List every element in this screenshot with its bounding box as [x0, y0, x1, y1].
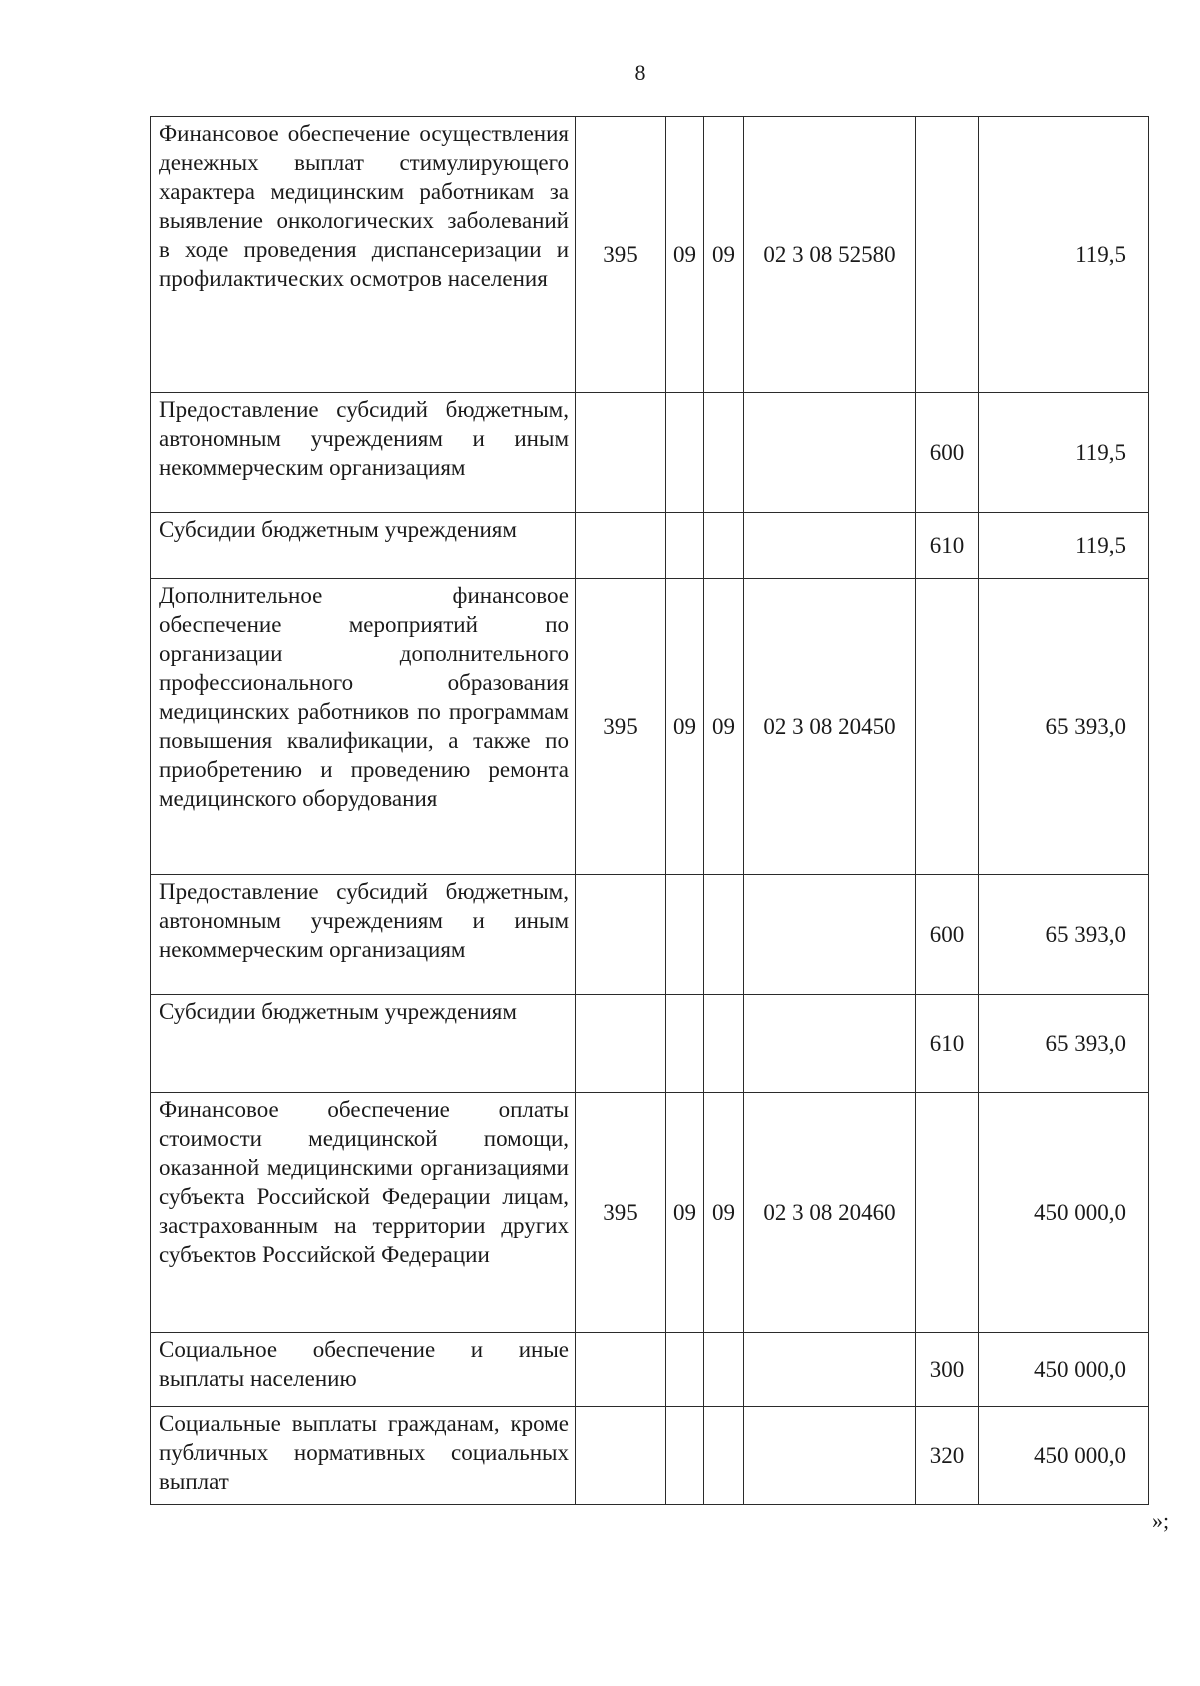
row-description: Финансовое обеспечение осуществления денежных выплат стимулирующего характера медицинским работникам за выявление онкологических заболеваний в ходе проведения диспансеризации и профилактических осмотров населения: [151, 117, 576, 393]
row-target-article-code: 02 3 08 20460: [744, 1093, 916, 1333]
row-description: Финансовое обеспечение оплаты стоимости медицинской помощи, оказанной медицинскими организациями субъекта Российской Федерации лицам, застрахованным на территории других субъектов Российской Федерации: [151, 1093, 576, 1333]
row-subsection-code: [704, 393, 744, 513]
row-description: Социальные выплаты гражданам, кроме публичных нормативных социальных выплат: [151, 1407, 576, 1505]
budget-table: [150, 116, 1149, 1505]
row-grbs-code: 395: [576, 117, 666, 393]
row-grbs-code: [576, 875, 666, 995]
row-expense-type-code: [916, 579, 979, 875]
row-section-code: 09: [666, 579, 704, 875]
row-expense-type-code: [916, 117, 979, 393]
row-description: Дополнительное финансовое обеспечение мероприятий по организации дополнительного профессионального образования медицинских работников по программам повышения квалификации, а также по приобретению и проведению ремонта медицинского оборудования: [151, 579, 576, 875]
row-section-code: [666, 995, 704, 1093]
table-row: [151, 1093, 1149, 1333]
table-row: [151, 579, 1149, 875]
row-description: Предоставление субсидий бюджетным, автономным учреждениям и иным некоммерческим организациям: [151, 875, 576, 995]
table-row: [151, 117, 1149, 393]
row-expense-type-code: 320: [916, 1407, 979, 1505]
row-amount: 65 393,0: [979, 875, 1149, 995]
row-amount: 119,5: [979, 513, 1149, 579]
row-target-article-code: [744, 393, 916, 513]
row-subsection-code: [704, 1333, 744, 1407]
row-expense-type-code: 300: [916, 1333, 979, 1407]
row-section-code: [666, 1407, 704, 1505]
table-row: [151, 1333, 1149, 1407]
row-description: Субсидии бюджетным учреждениям: [151, 995, 576, 1093]
row-grbs-code: [576, 393, 666, 513]
row-expense-type-code: 610: [916, 995, 979, 1093]
row-description: Предоставление субсидий бюджетным, автономным учреждениям и иным некоммерческим организациям: [151, 393, 576, 513]
table-row: [151, 1407, 1149, 1505]
row-description: Субсидии бюджетным учреждениям: [151, 513, 576, 579]
row-amount: 119,5: [979, 393, 1149, 513]
row-grbs-code: [576, 1333, 666, 1407]
row-expense-type-code: 600: [916, 875, 979, 995]
closing-quote-mark: »;: [1152, 1508, 1170, 1533]
row-target-article-code: [744, 875, 916, 995]
row-amount: 450 000,0: [979, 1407, 1149, 1505]
row-grbs-code: 395: [576, 579, 666, 875]
row-target-article-code: 02 3 08 20450: [744, 579, 916, 875]
row-expense-type-code: 600: [916, 393, 979, 513]
row-grbs-code: 395: [576, 1093, 666, 1333]
row-subsection-code: [704, 513, 744, 579]
row-grbs-code: [576, 513, 666, 579]
row-expense-type-code: 610: [916, 513, 979, 579]
row-grbs-code: [576, 995, 666, 1093]
row-target-article-code: [744, 513, 916, 579]
row-subsection-code: 09: [704, 1093, 744, 1333]
row-description: Социальное обеспечение и иные выплаты населению: [151, 1333, 576, 1407]
row-expense-type-code: [916, 1093, 979, 1333]
row-amount: 450 000,0: [979, 1333, 1149, 1407]
row-target-article-code: [744, 995, 916, 1093]
row-grbs-code: [576, 1407, 666, 1505]
row-subsection-code: 09: [704, 117, 744, 393]
row-section-code: [666, 393, 704, 513]
row-amount: 119,5: [979, 117, 1149, 393]
row-subsection-code: [704, 875, 744, 995]
table-row: [151, 513, 1149, 579]
page-number: 8: [634, 60, 646, 85]
row-target-article-code: [744, 1407, 916, 1505]
row-target-article-code: [744, 1333, 916, 1407]
row-subsection-code: 09: [704, 579, 744, 875]
row-target-article-code: 02 3 08 52580: [744, 117, 916, 393]
row-section-code: [666, 875, 704, 995]
row-section-code: 09: [666, 1093, 704, 1333]
row-section-code: 09: [666, 117, 704, 393]
row-section-code: [666, 1333, 704, 1407]
row-amount: 450 000,0: [979, 1093, 1149, 1333]
row-amount: 65 393,0: [979, 579, 1149, 875]
row-subsection-code: [704, 1407, 744, 1505]
table-row: [151, 875, 1149, 995]
table-row: [151, 393, 1149, 513]
row-amount: 65 393,0: [979, 995, 1149, 1093]
row-subsection-code: [704, 995, 744, 1093]
row-section-code: [666, 513, 704, 579]
table-row: [151, 995, 1149, 1093]
